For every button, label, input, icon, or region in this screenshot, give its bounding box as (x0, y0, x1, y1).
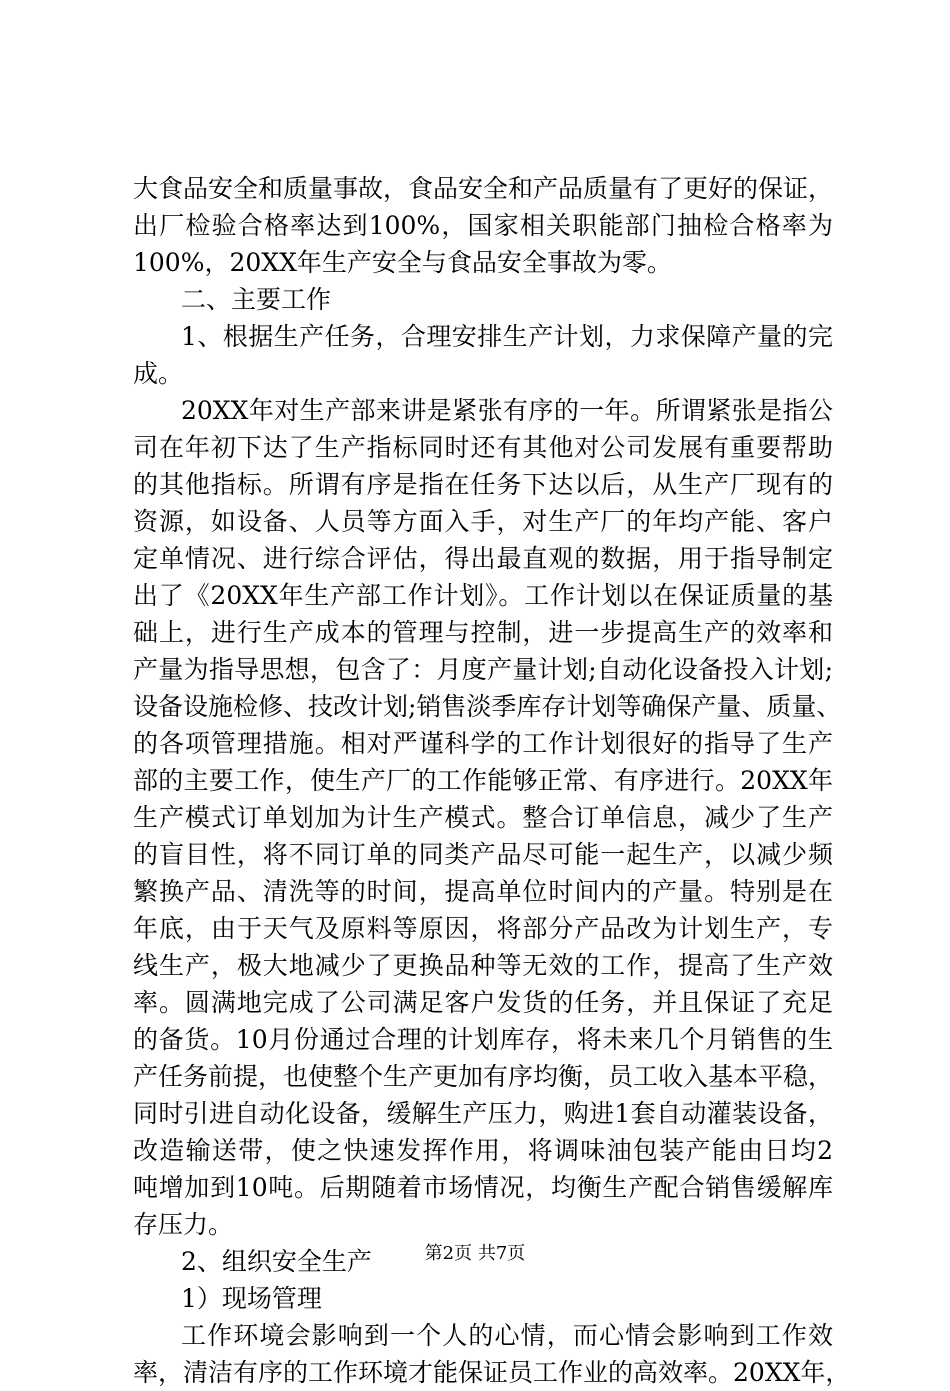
text-line: 年底，由于天气及原料等原因，将部分产品改为计划生产，专 (133, 914, 833, 943)
text-line: 率。圆满地完成了公司满足客户发货的任务，并且保证了充足 (133, 988, 833, 1017)
text-line: 出厂检验合格率达到100%，国家相关职能部门抽检合格率为 (133, 211, 833, 240)
text-line: 生产模式订单划加为计生产模式。整合订单信息，减少了生产 (133, 803, 833, 832)
text-line: 产量为指导思想，包含了：月度产量计划;自动化设备投入计划; (133, 655, 833, 684)
subsection-heading: 1）现场管理 (181, 1284, 322, 1313)
paragraph-first-line: 20XX年对生产部来讲是紧张有序的一年。所谓紧张是指公 (181, 396, 833, 425)
text-line: 司在年初下达了生产指标同时还有其他对公司发展有重要帮助 (133, 433, 833, 462)
text-line: 繁换产品、清洗等的时间，提高单位时间内的产量。特别是在 (133, 877, 833, 906)
text-line: 定单情况、进行综合评估，得出最直观的数据，用于指导制定 (133, 544, 833, 573)
text-line: 产任务前提，也使整个生产更加有序均衡，员工收入基本平稳， (133, 1062, 834, 1091)
text-line: 的各项管理措施。相对严谨科学的工作计划很好的指导了生产 (133, 729, 833, 758)
text-line: 大食品安全和质量事故，食品安全和产品质量有了更好的保证， (133, 174, 834, 203)
page-number-footer: 第2页 共7页 (424, 1243, 526, 1264)
text-line: 的备货。10月份通过合理的计划库存，将未来几个月销售的生 (133, 1025, 833, 1054)
text-line: 100%，20XX年生产安全与食品安全事故为零。 (133, 248, 672, 277)
text-line: 率，清洁有序的工作环境才能保证员工作业的高效率。20XX年， (133, 1358, 851, 1387)
text-line: 设备设施检修、技改计划;销售淡季库存计划等确保产量、质量、 (133, 692, 842, 721)
text-line: 改造输送带，使之快速发挥作用，将调味油包装产能由日均2 (133, 1136, 833, 1165)
text-line: 的盲目性，将不同订单的同类产品尽可能一起生产，以减少频 (133, 840, 833, 869)
text-line: 吨增加到10吨。后期随着市场情况，均衡生产配合销售缓解库 (133, 1173, 833, 1202)
text-line: 成。 (133, 359, 184, 388)
text-line: 同时引进自动化设备，缓解生产压力，购进1套自动灌装设备， (133, 1099, 833, 1128)
text-line: 础上，进行生产成本的管理与控制，进一步提高生产的效率和 (133, 618, 833, 647)
paragraph-first-line: 工作环境会影响到一个人的心情，而心情会影响到工作效 (181, 1321, 833, 1350)
subsection-heading: 1、根据生产任务，合理安排生产计划，力求保障产量的完 (181, 322, 833, 351)
text-line: 出了《20XX年生产部工作计划》。工作计划以在保证质量的基 (133, 581, 833, 610)
text-line: 线生产，极大地减少了更换品种等无效的工作，提高了生产效 (133, 951, 833, 980)
text-line: 的其他指标。所谓有序是指在任务下达以后，从生产厂现有的 (133, 470, 833, 499)
section-heading: 二、主要工作 (181, 285, 332, 314)
text-line: 存压力。 (133, 1210, 234, 1239)
subsection-heading: 2、组织安全生产 (181, 1247, 372, 1276)
text-line: 部的主要工作，使生产厂的工作能够正常、有序进行。20XX年 (133, 766, 833, 795)
text-line: 资源，如设备、人员等方面入手，对生产厂的年均产能、客户 (133, 507, 833, 536)
